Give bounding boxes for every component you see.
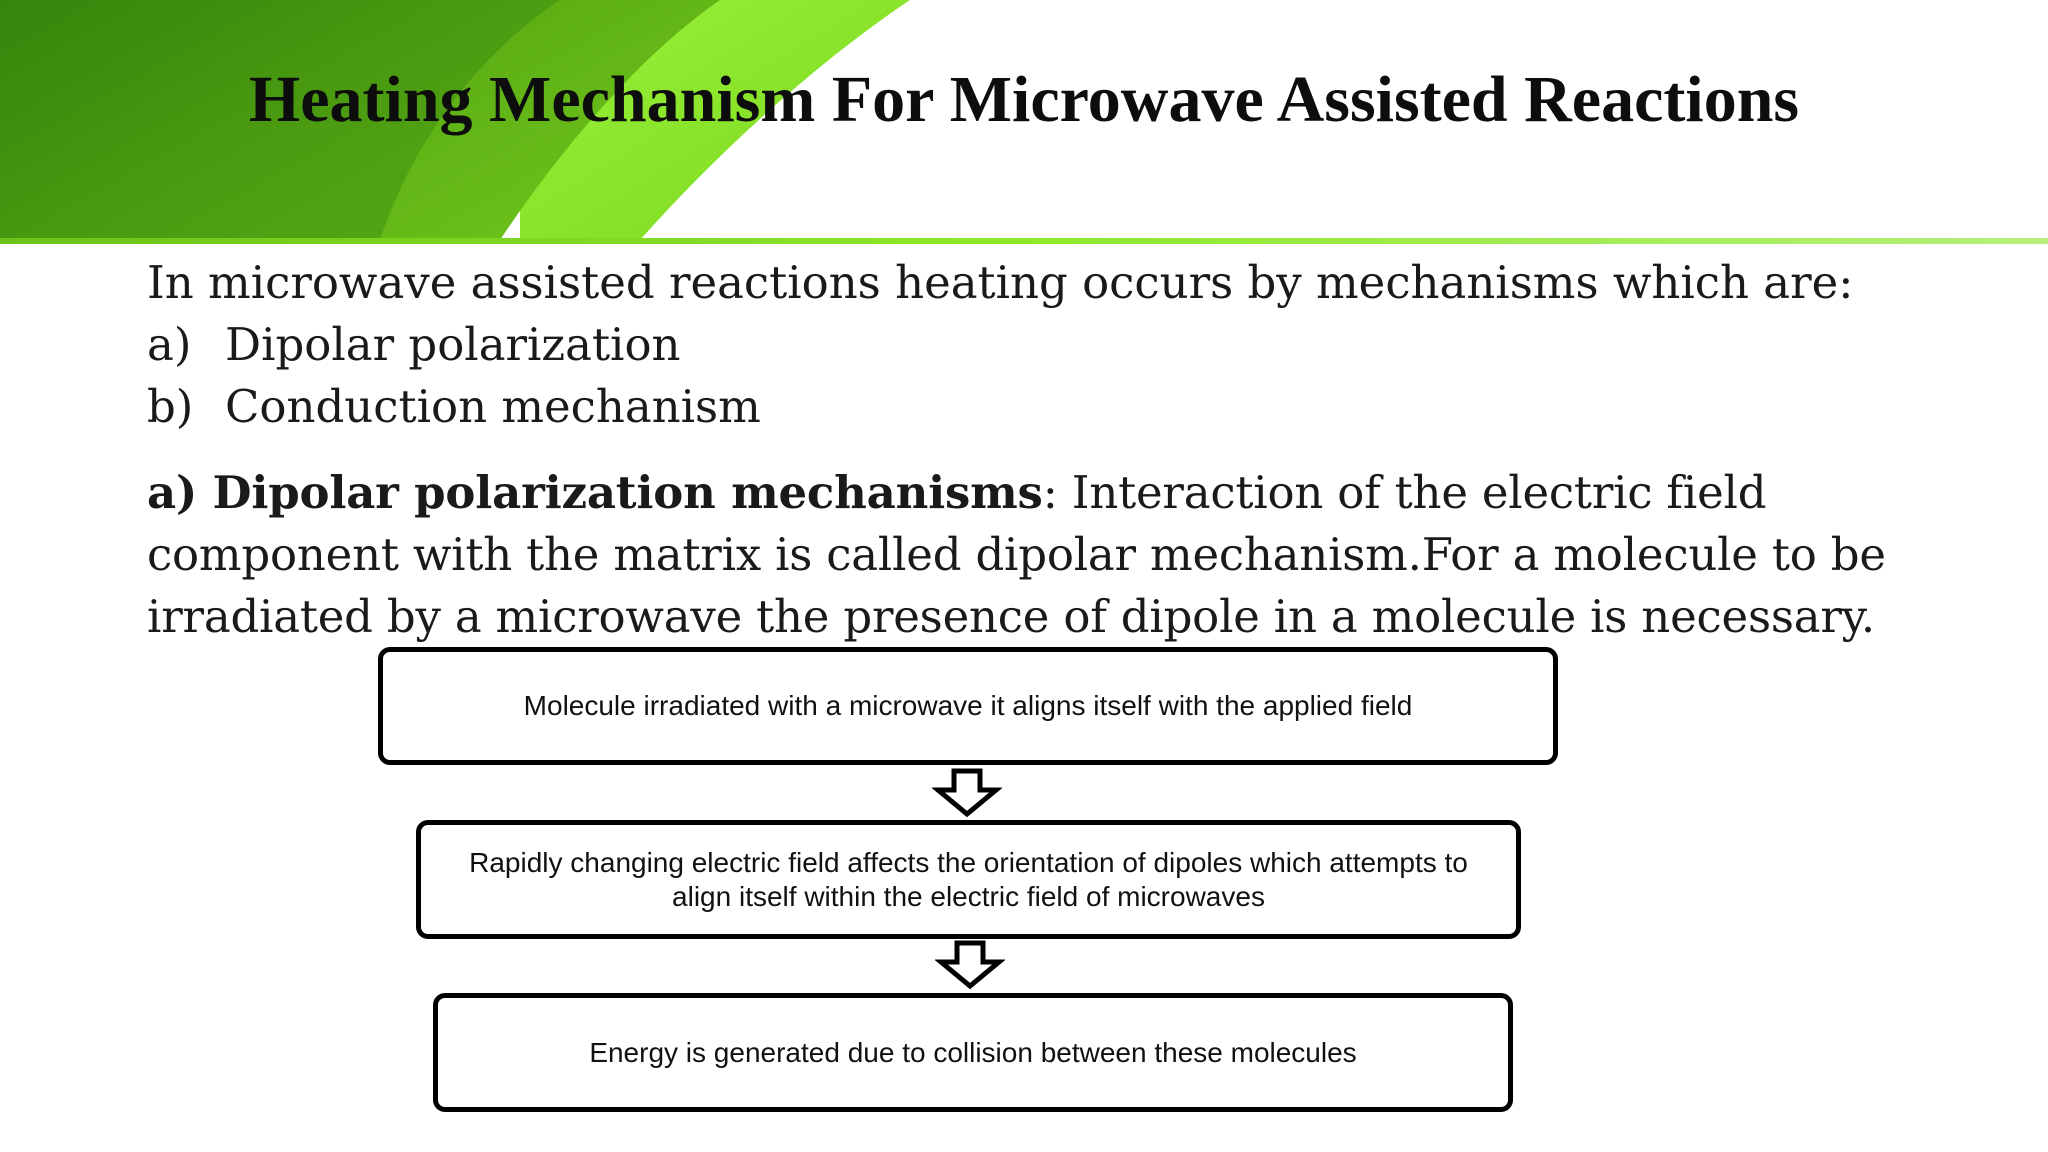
paragraph-lead: a) Dipolar polarization mechanisms bbox=[147, 466, 1043, 519]
paragraph-body: : Interaction of the electric field component with the matrix is called dipolar mechanism.For a molecule to be irradiated by a microwave the presence of dipole in a molecule is necessary. bbox=[147, 466, 1886, 643]
list-item-label: Conduction mechanism bbox=[225, 380, 761, 433]
mechanism-list-item bbox=[147, 314, 681, 376]
intro-text: In microwave assisted reactions heating occurs by mechanisms which are: bbox=[147, 256, 1854, 309]
list-item-label: Dipolar polarization bbox=[225, 318, 681, 371]
down-arrow-icon bbox=[935, 940, 1005, 990]
flow-step-text: Rapidly changing electric field affects the orientation of dipoles which attempts to align itself within the electric field of microwaves bbox=[469, 846, 1468, 912]
flow-step-box bbox=[378, 647, 1558, 765]
flow-step-box bbox=[416, 820, 1521, 939]
header-accent-line bbox=[0, 238, 2048, 244]
list-marker: b) bbox=[147, 380, 194, 433]
slide-title: Heating Mechanism For Microwave Assisted Reactions bbox=[248, 63, 1800, 136]
flow-step-text: Molecule irradiated with a microwave it aligns itself with the applied field bbox=[523, 690, 1413, 721]
dipolar-paragraph bbox=[147, 462, 1927, 648]
mechanism-list-item bbox=[147, 376, 761, 438]
down-arrow-icon bbox=[932, 768, 1002, 818]
flow-step-box bbox=[433, 993, 1513, 1112]
list-marker: a) bbox=[147, 318, 192, 371]
flow-step-text: Energy is generated due to collision between these molecules bbox=[589, 1036, 1357, 1068]
